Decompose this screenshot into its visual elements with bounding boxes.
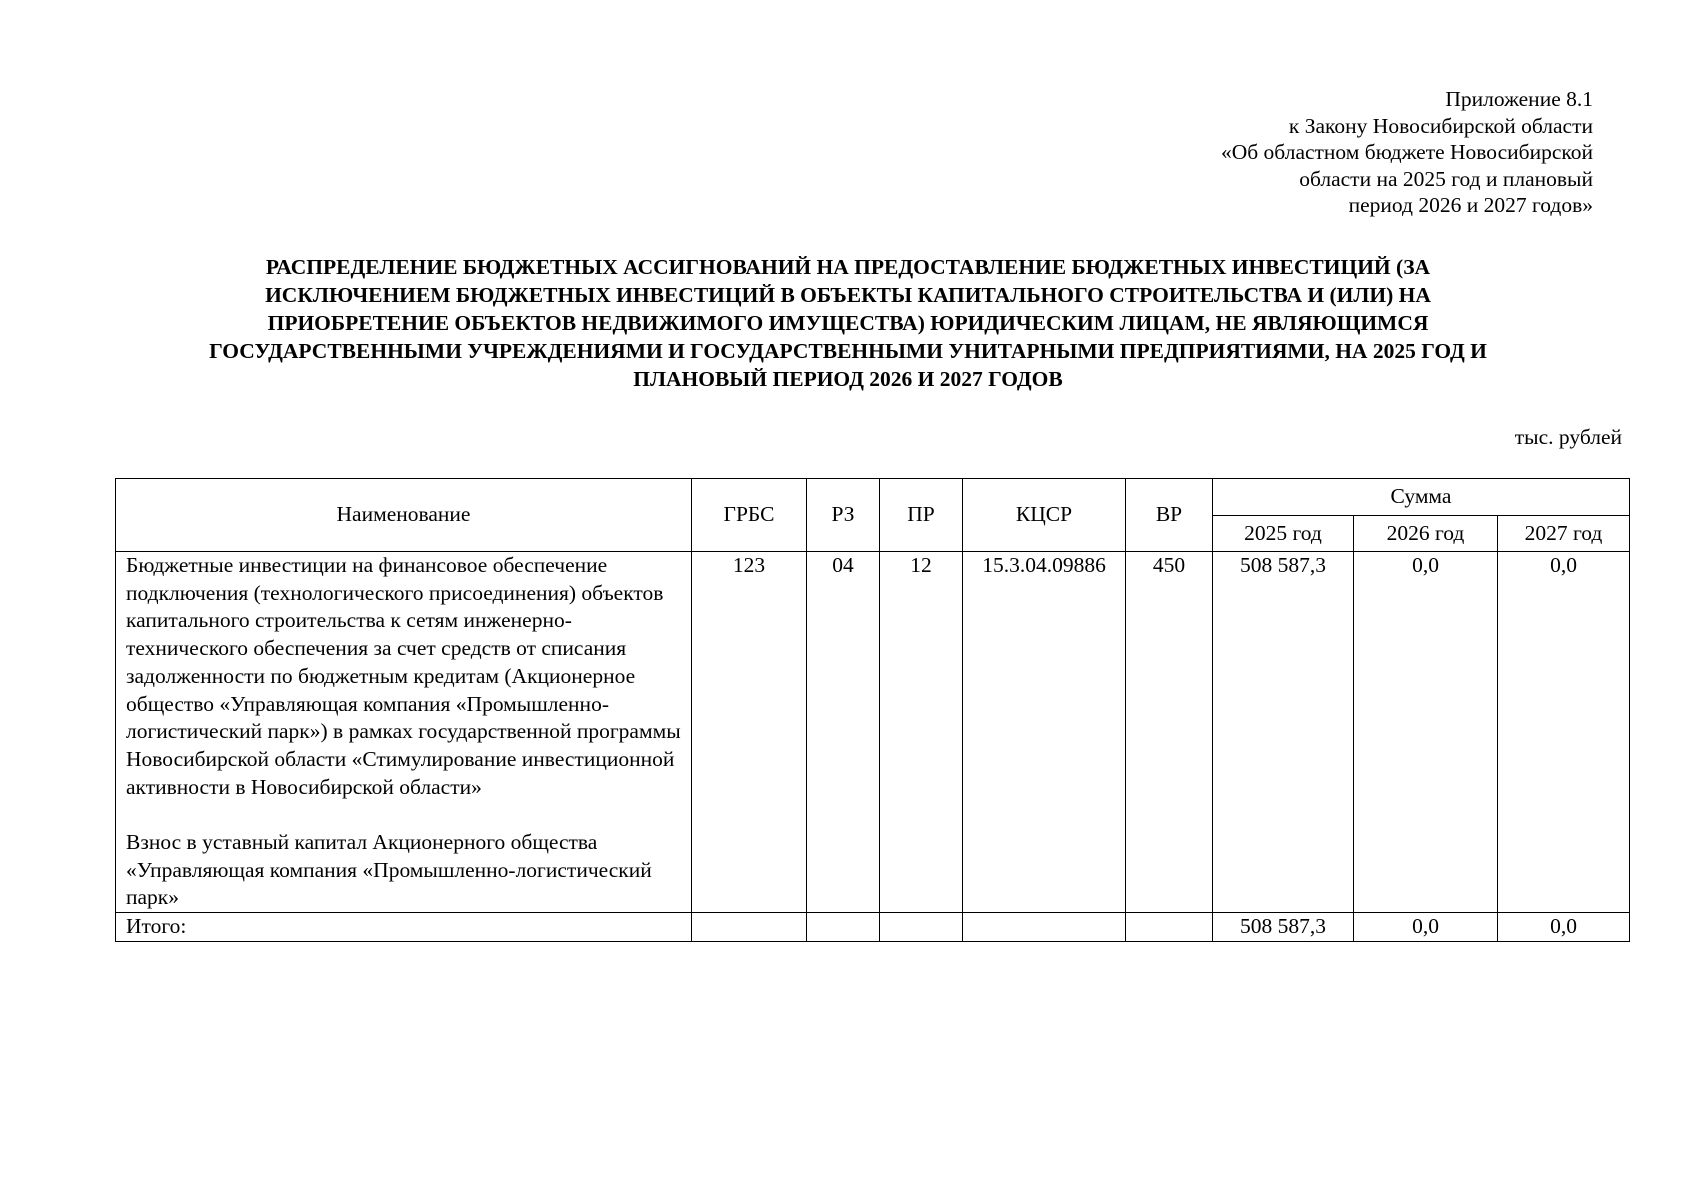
row-sum-2025: 508 587,3 bbox=[1213, 552, 1354, 913]
header-pr: ПР bbox=[880, 479, 963, 552]
row-vr: 450 bbox=[1126, 552, 1213, 913]
header-year-2027: 2027 год bbox=[1498, 516, 1630, 552]
total-row bbox=[116, 913, 1630, 942]
title-line: ИСКЛЮЧЕНИЕМ БЮДЖЕТНЫХ ИНВЕСТИЦИЙ В ОБЪЕКТЫ КАПИТАЛЬНОГО СТРОИТЕЛЬСТВА И (ИЛИ) НА bbox=[265, 283, 1431, 307]
header-name: Наименование bbox=[116, 479, 692, 552]
empty-cell bbox=[880, 913, 963, 942]
header-vr: ВР bbox=[1126, 479, 1213, 552]
row-name-cell bbox=[116, 552, 692, 913]
empty-cell bbox=[692, 913, 807, 942]
header-rz: РЗ bbox=[807, 479, 880, 552]
empty-cell bbox=[963, 913, 1126, 942]
row-sum-2027: 0,0 bbox=[1498, 552, 1630, 913]
appendix-line: области на 2025 год и плановый bbox=[1299, 166, 1593, 191]
total-label: Итого: bbox=[116, 913, 692, 942]
header-kcsr: КЦСР bbox=[963, 479, 1126, 552]
units-label: тыс. рублей bbox=[1514, 425, 1622, 449]
appendix-reference bbox=[1221, 86, 1593, 219]
row-kcsr: 15.3.04.09886 bbox=[963, 552, 1126, 913]
title-line: ПЛАНОВЫЙ ПЕРИОД 2026 И 2027 ГОДОВ bbox=[633, 367, 1063, 391]
table-row bbox=[116, 552, 1630, 913]
header-year-2025: 2025 год bbox=[1213, 516, 1354, 552]
title-line: РАСПРЕДЕЛЕНИЕ БЮДЖЕТНЫХ АССИГНОВАНИЙ НА ПРЕДОСТАВЛЕНИЕ БЮДЖЕТНЫХ ИНВЕСТИЦИЙ (ЗА bbox=[265, 255, 1431, 279]
row-name-paragraph: Взнос в уставный капитал Акционерного общества «Управляющая компания «Промышленно-логистический парк» bbox=[126, 830, 652, 910]
appendix-line: период 2026 и 2027 годов» bbox=[1348, 193, 1593, 217]
row-grbs: 123 bbox=[692, 552, 807, 913]
appendix-line: «Об областном бюджете Новосибирской bbox=[1220, 140, 1593, 164]
empty-cell bbox=[807, 913, 880, 942]
header-year-2026: 2026 год bbox=[1354, 516, 1498, 552]
document-title bbox=[118, 253, 1578, 393]
total-sum-2026: 0,0 bbox=[1354, 913, 1498, 942]
row-rz: 04 bbox=[807, 552, 880, 913]
title-line: ПРИОБРЕТЕНИЕ ОБЪЕКТОВ НЕДВИЖИМОГО ИМУЩЕСТВА) ЮРИДИЧЕСКИМ ЛИЦАМ, НЕ ЯВЛЯЮЩИМСЯ bbox=[267, 311, 1429, 335]
title-line: ГОСУДАРСТВЕННЫМИ УЧРЕЖДЕНИЯМИ И ГОСУДАРСТВЕННЫМИ УНИТАРНЫМИ ПРЕДПРИЯТИЯМИ, НА 2025 ГОД И bbox=[209, 339, 1487, 363]
paragraph-gap bbox=[126, 801, 681, 829]
empty-cell bbox=[1126, 913, 1213, 942]
appendix-line: к Закону Новосибирской области bbox=[1288, 113, 1593, 138]
budget-table bbox=[115, 478, 1630, 942]
row-pr: 12 bbox=[880, 552, 963, 913]
row-sum-2026: 0,0 bbox=[1354, 552, 1498, 913]
header-grbs: ГРБС bbox=[692, 479, 807, 552]
header-sum: Сумма bbox=[1213, 479, 1630, 516]
total-sum-2027: 0,0 bbox=[1498, 913, 1630, 942]
appendix-line: Приложение 8.1 bbox=[1445, 87, 1593, 111]
total-sum-2025: 508 587,3 bbox=[1213, 913, 1354, 942]
row-name-paragraph: Бюджетные инвестиции на финансовое обеспечение подключения (технологического присоединения) объектов капитального строительства к сетям инженерно-технического обеспечения за счет средств от списания задолженности по бюджетным кредитам (Акционерное общество «Управляющая компания «Промышленно-логистический парк») в рамках государственной программы Новосибирской области «Стимулирование инвестиционной активности в Новосибирской области» bbox=[126, 553, 681, 799]
